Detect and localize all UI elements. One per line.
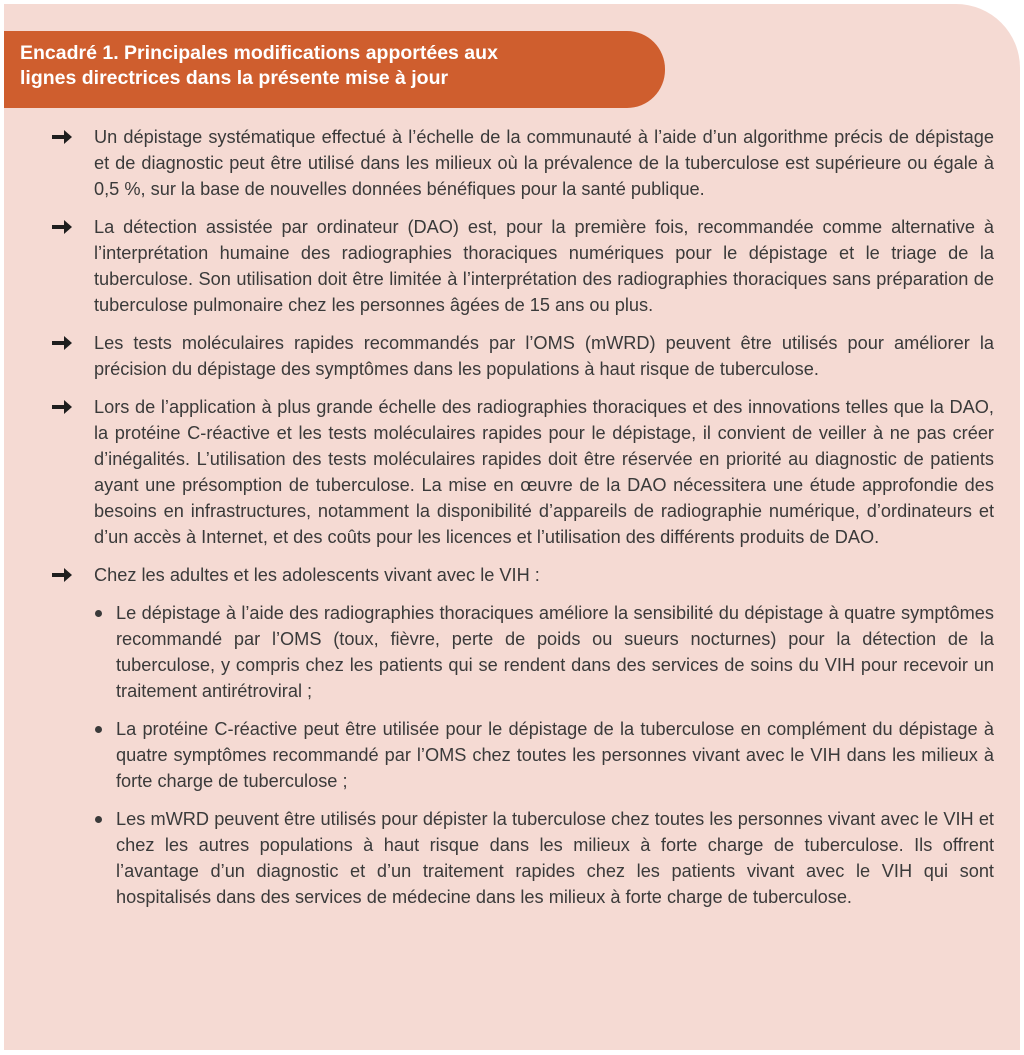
list-item-text: La détection assistée par ordinateur (DAO) est, pour la première fois, recommandée comme alternative à l’interprétation humaine des radiographies thoraciques numériques pour le dépistage et le triage de la tuberculose. Son utilisation doit être limitée à l’interprétation des radiographies thoraciques sans préparation de tuberculose pulmonaire chez les personnes âgées de 15 ans ou plus. (94, 217, 994, 315)
arrow-right-icon (52, 400, 72, 414)
list-item-text: Les tests moléculaires rapides recommandés par l’OMS (mWRD) peuvent être utilisés pour améliorer la précision du dépistage des symptômes dans les populations à haut risque de tuberculose. (94, 333, 994, 379)
bullet-icon (95, 610, 102, 617)
list-item-text: Lors de l’application à plus grande échelle des radiographies thoraciques et des innovations telles que la DAO, la protéine C-réactive et les tests moléculaires rapides pour le dépistage, il convient de veiller à ne pas créer d’inégalités. L’utilisation des tests moléculaires rapides doit être réservée en priorité au diagnostic de patients ayant une présomption de tuberculose. La mise en œuvre de la DAO nécessitera une étude approfondie des besoins en infrastructures, notamment la disponibilité d’appareils de radiographie numérique, d’ordinateurs et d’un accès à Internet, et des coûts pour les licences et l’utilisation des différents produits de DAO. (94, 397, 994, 547)
hiv-sublist (94, 600, 994, 910)
list-item-text: Un dépistage systématique effectué à l’échelle de la communauté à l’aide d’un algorithme précis de dépistage et de diagnostic peut être utilisé dans les milieux où la prévalence de la tuberculose est supérieure ou égale à 0,5 %, sur la base de nouvelles données bénéfiques pour la santé publique. (94, 127, 994, 199)
box-title-line-1: Encadré 1. Principales modifications apportées aux (20, 42, 498, 64)
box-title-line-2: lignes directrices dans la présente mise à jour (20, 67, 449, 89)
arrow-right-icon (52, 568, 72, 582)
arrow-right-icon (52, 130, 72, 144)
list-item-text: Chez les adultes et les adolescents vivant avec le VIH : (94, 565, 540, 585)
sublist-item (94, 716, 994, 794)
sublist-item (94, 600, 994, 704)
sublist-item (94, 806, 994, 910)
box-title-banner (4, 31, 665, 108)
arrow-right-icon (52, 336, 72, 350)
changes-list (50, 124, 994, 922)
list-item (50, 562, 994, 910)
sublist-item-text: Le dépistage à l’aide des radiographies thoraciques améliore la sensibilité du dépistage à quatre symptômes recommandé par l’OMS (toux, fièvre, perte de poids ou sueurs nocturnes) pour la détection de la tuberculose, y compris chez les patients qui se rendent dans des services de soins du VIH pour recevoir un traitement antirétroviral ; (116, 603, 994, 701)
arrow-right-icon (52, 220, 72, 234)
bullet-icon (95, 726, 102, 733)
sublist-item-text: Les mWRD peuvent être utilisés pour dépister la tuberculose chez toutes les personnes vivant avec le VIH et chez les autres populations à haut risque dans les milieux à forte charge de tuberculose. Ils offrent l’avantage d’un diagnostic et d’un traitement rapides chez les patients vivant avec le VIH qui sont hospitalisés dans des services de médecine dans les milieux à forte charge de tuberculose. (116, 809, 994, 907)
sublist-item-text: La protéine C-réactive peut être utilisée pour le dépistage de la tuberculose en complément du dépistage à quatre symptômes recommandé par l’OMS chez toutes les personnes vivant avec le VIH dans les milieux à forte charge de tuberculose ; (116, 719, 994, 791)
list-item (50, 124, 994, 202)
list-item (50, 394, 994, 550)
bullet-icon (95, 816, 102, 823)
list-item (50, 214, 994, 318)
list-item (50, 330, 994, 382)
